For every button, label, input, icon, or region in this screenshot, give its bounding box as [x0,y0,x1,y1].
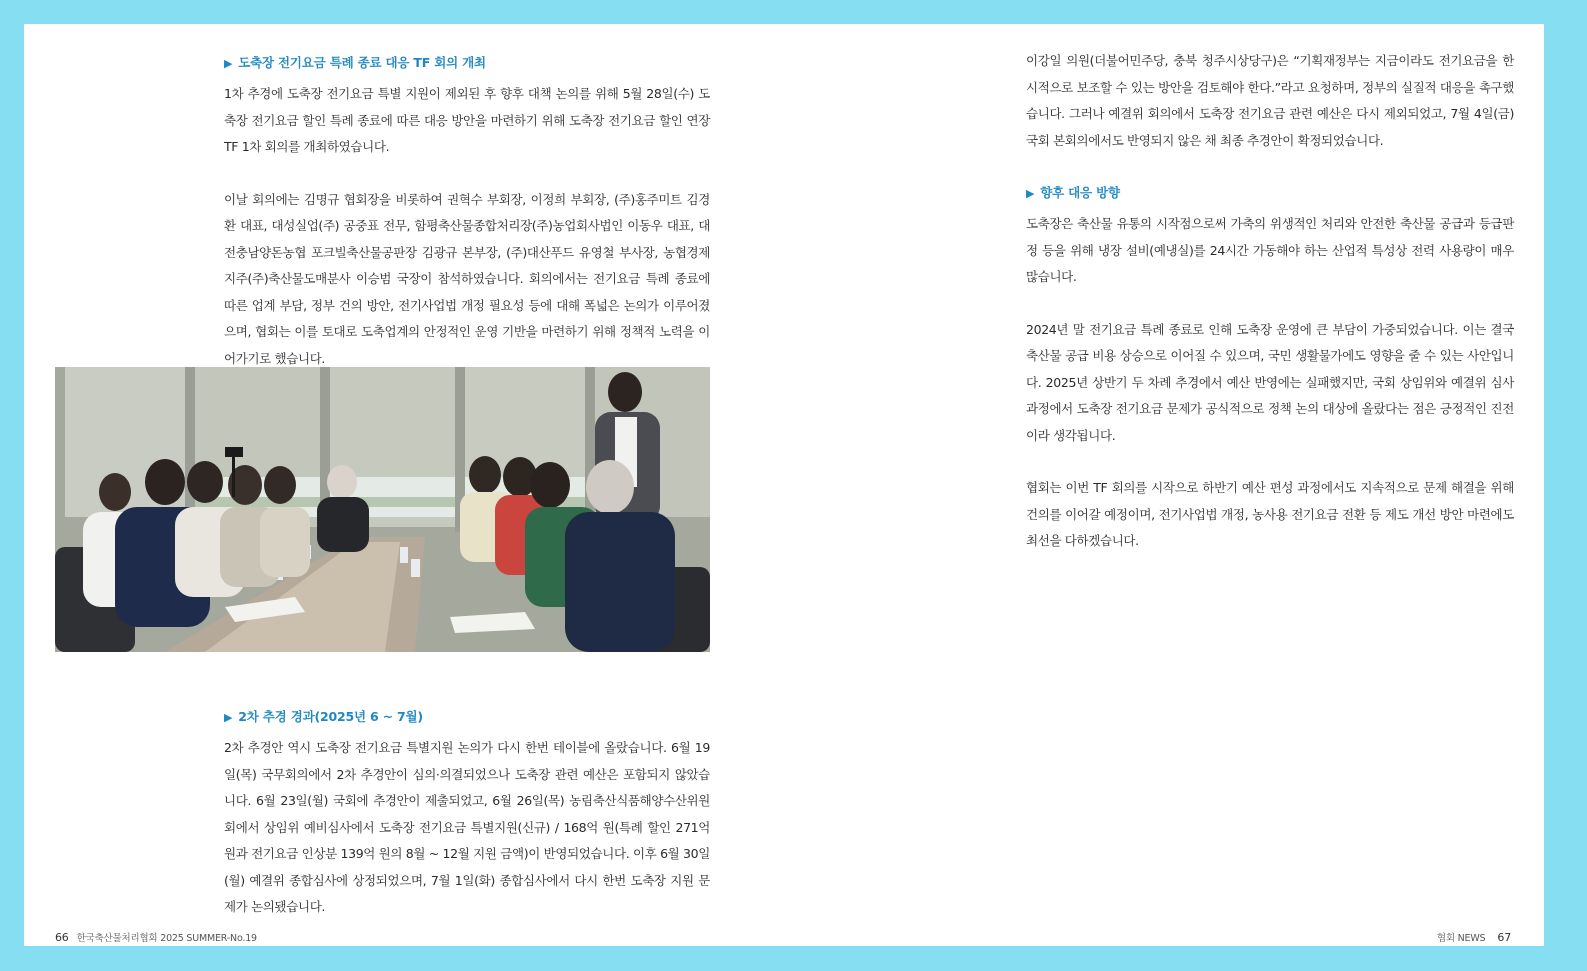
paragraph: 1차 추경에 도축장 전기요금 특별 지원이 제외된 후 향후 대책 논의를 위해 5월 28일(수) 도축장 전기요금 할인 특례 종료에 따른 대응 방안을 마련하기 위해 도축장 전기요금 할인 연장 TF 1차 회의를 개최하였습니다. [224,86,710,154]
page-number: 66 [55,931,69,944]
triangle-marker-icon: ▶ [1026,187,1035,200]
paragraph: 2024년 말 전기요금 특례 종료로 인해 도축장 운영에 큰 부담이 가중되었습니다. 이는 결국 축산물 공급 비용 상승으로 이어질 수 있으며, 국민 생활물가에도 영향을 줄 수 있는 사안입니다. 2025년 상반기 두 차례 추경에서 예산 반영에는 실패했지만, 국회 상임위와 예결위 심사 과정에서 도축장 전기요금 문제가 공식적으로 정책 논의 대상에 올랐다는 점은 긍정적인 진전이라 생각됩니다. [1026,321,1514,443]
left-column-bottom [224,704,710,921]
publication-title: 한국축산물처리협회 2025 SUMMER-No.19 [76,933,257,944]
section-label: 협회 NEWS [1436,933,1486,944]
paragraph: 이강일 의원(더불어민주당, 충북 청주시상당구)은 “기획재정부는 지금이라도 전기요금을 한시적으로 보조할 수 있는 방안을 검토해야 한다.”라고 요청하며, 정부의 실질적 대응을 촉구했습니다. 그러나 예결위 회의에서 도축장 전기요금 관련 예산은 다시 제외되었고, 7월 4일(금) 국회 본회의에서도 반영되지 않은 채 최종 추경안이 확정되었습니다. [1026,53,1514,148]
heading-text: 도축장 전기요금 특례 종료 대응 TF 회의 개최 [238,55,486,70]
left-column-top [224,50,710,372]
paragraph: 2차 추경안 역시 도축장 전기요금 특별지원 논의가 다시 한번 테이블에 올랐습니다. 6월 19일(목) 국무회의에서 2차 추경안이 심의·의결되었으나 도축장 관련 예산은 포함되지 않았습니다. 6월 23일(월) 국회에 추경안이 제출되었고, 6월 26일(목) 농림축산식품해양수산위원회에서 상임위 예비심사에서 도축장 전기요금 특별지원(신규) / 168억 원(특례 할인 271억 원과 전기요금 인상분 139억 원의 8월 ~ 12월 지원 금액)이 반영되었습니다. 이후 6월 30일(월) 예결위 종합심사에 상정되었으며, 7월 1일(화) 종합심사에서 다시 한번 도축장 지원 문제가 논의됐습니다. [224,740,710,914]
meeting-photo [55,367,710,652]
triangle-marker-icon: ▶ [224,57,233,70]
section-heading-second-supplementary [224,704,710,731]
paragraph: 협회는 이번 TF 회의를 시작으로 하반기 예산 편성 과정에서도 지속적으로 문제 해결을 위해 건의를 이어갈 예정이며, 전기사업법 개정, 농사용 전기요금 전환 등 제도 개선 방안 마련에도 최선을 다하겠습니다. [1026,480,1514,548]
magazine-spread [24,24,1544,946]
heading-text: 2차 추경 경과(2025년 6 ~ 7월) [238,709,423,724]
triangle-marker-icon: ▶ [224,711,233,724]
section-heading-tf-meeting [224,50,710,77]
folio-left [55,930,257,944]
heading-text: 향후 대응 방향 [1040,185,1120,200]
paragraph: 이날 회의에는 김명규 협회장을 비롯하여 권혁수 부회장, 이정희 부회장, (주)홍주미트 김경환 대표, 대성실업(주) 공중표 전무, 함평축산물종합처리장(주)농업회사법인 이동우 대표, 대전충남양돈농협 포크빌축산물공판장 김광규 본부장, (주)대산푸드 유영철 부사장, 농협경제지주(주)축산물도매분사 이승범 국장이 참석하였습니다. 회의에서는 전기요금 특례 종료에 따른 업계 부담, 정부 건의 방안, 전기사업법 개정 필요성 등에 대해 폭넓은 논의가 이루어졌으며, 협회는 이를 토대로 도축업계의 안정적인 운영 기반을 마련하기 위해 정책적 노력을 이어가기로 했습니다. [224,191,710,366]
folio-right [1437,930,1511,944]
paragraph: 도축장은 축산물 유통의 시작점으로써 가축의 위생적인 처리와 안전한 축산물 공급과 등급판정 등을 위해 냉장 설비(예냉실)를 24시간 가동해야 하는 산업적 특성상 전력 사용량이 매우 많습니다. [1026,216,1514,284]
page-number: 67 [1497,931,1511,944]
section-heading-future-response [1026,180,1514,207]
right-column [1026,48,1514,555]
